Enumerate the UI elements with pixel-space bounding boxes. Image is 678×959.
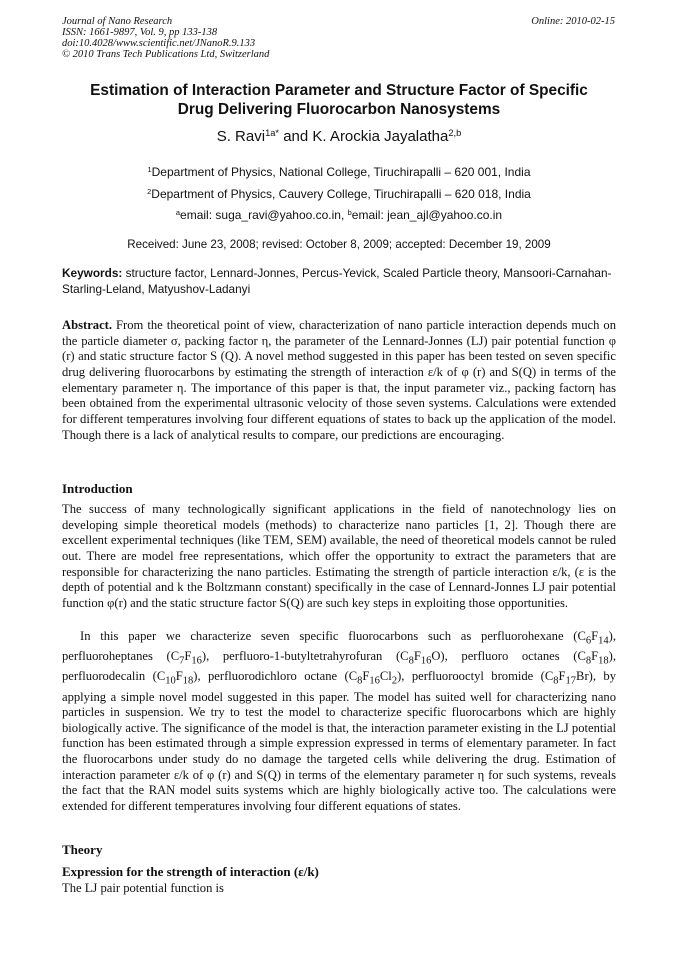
journal-doi: doi:10.4028/www.scientific.net/JNanoR.9.133 [62, 38, 256, 49]
title-line-1: Estimation of Interaction Parameter and Structure Factor of Specific [90, 82, 588, 99]
affiliation-2 [62, 187, 616, 202]
introduction-heading: Introduction [62, 481, 133, 496]
abstract-label: Abstract. [62, 318, 113, 332]
p2-text: ), perfluoroheptanes (C [62, 629, 616, 664]
subscript: 8 [585, 655, 592, 667]
p2-text: ), perfluoro-1-butyltetrahyrofuran (C [201, 649, 409, 664]
journal-issn: ISSN: 1661-9897, Vol. 9, pp 133-138 [62, 27, 218, 38]
journal-name: Journal of Nano Research [62, 16, 173, 27]
author-list [62, 127, 616, 147]
keywords-text: structure factor, Lennard-Jonnes, Percus-Yevick, Scaled Particle theory, Mansoori-Carnahan-Starling-Leland, Matyushov-Ladanyi [62, 266, 612, 296]
subscript: 8 [553, 675, 559, 687]
email-a: email: suga_ravi@yahoo.co.in, [180, 208, 348, 222]
subscript: 16 [420, 655, 432, 667]
theory-text: The LJ pair potential function is [62, 881, 224, 895]
subscript: 8 [408, 655, 414, 667]
subscript: 17 [565, 675, 577, 687]
journal-copyright: © 2010 Trans Tech Publications Ltd, Switzerland [62, 49, 270, 60]
p2-text: F [413, 649, 421, 664]
affiliation-1-text: Department of Physics, National College, Tiruchirapalli – 620 001, India [151, 165, 531, 179]
p2-text: Cl [379, 669, 392, 684]
online-date: Online: 2010-02-15 [531, 16, 615, 27]
abstract-text: From the theoretical point of view, characterization of nano particle interaction depends much on the particle diameter σ, packing factor η, the parameter of the Lennard-Jonnes (LJ) pair potential function φ (r) and static structure factor S (Q). A novel method suggested in this paper has been tested on seven specific drug delivering fluorocarbons by estimating the strength of interaction ε/k of φ (r) and S(Q) in terms of the elementary parameter η. The importance of this paper is that, the input parameter viz., packing factorη has been obtained from the experimental ultrasonic velocity of those seven systems. Calculations were extended for different temperatures involving four different equations of states to back up the application of the model. Though there is a lack of analytical results to compare, our predictions are encouraging. [62, 318, 616, 442]
author-2-sup: 2,b [448, 127, 462, 138]
p2-text: F [591, 629, 599, 643]
introduction-paragraph-2 [62, 629, 616, 815]
keywords [62, 266, 616, 297]
affiliation-1-sup: 1 [147, 164, 152, 174]
p2-text: F [175, 669, 183, 684]
affiliation-2-sup: 2 [147, 186, 152, 196]
p2-text: F [591, 649, 599, 664]
p2-text: ), perfluorooctyl bromide (C [397, 669, 554, 684]
subscript: 10 [165, 675, 176, 687]
p2-text: ), perfluorodichloro octane (C [193, 669, 358, 684]
author-2: K. Arockia Jayalatha [312, 128, 449, 145]
subscript: 18 [182, 675, 194, 687]
email-a-sup: a [175, 207, 181, 217]
author-1: S. Ravi [216, 128, 266, 145]
subscript: 16 [191, 655, 202, 667]
p2-text: Br), by applying a simple novel model suggested in this paper. The model has suited well for characterizing nano particles in suspension. We try to test the model to characterize specific fluorocarbons which are highly biologically active. The significance of the model is that, the interaction parameter existing in the LJ potential function has been estimated through a simple expression expressed in terms of elementary parameter. In fact the fluorocarbons under study do no damage the targeted cells while delivering the drug. Estimation of interaction parameter ε/k of φ (r) and S(Q) in terms of the elementary parameter η for such systems, reveals the fact that the RAN model suits systems which are highly biologically active too. The calculations were extended for different temperatures involving four different equations of states. [62, 669, 616, 814]
p2-text: F [558, 669, 566, 684]
email-b-sup: b [347, 207, 352, 217]
p2-text: In this paper we characterize seven specific fluorocarbons such as perfluorohexane (C [80, 629, 586, 643]
received-dates: Received: June 23, 2008; revised: October 8, 2009; accepted: December 19, 2009 [127, 238, 551, 251]
p2-text: O), perfluoro octanes (C [431, 649, 586, 664]
paper-title [62, 81, 616, 119]
author-conjunction: and [279, 128, 313, 145]
affiliation-2-text: Department of Physics, Cauvery College, Tiruchirapalli – 620 018, India [151, 187, 531, 201]
p2-text: F [184, 649, 192, 664]
journal-header [62, 16, 482, 60]
subscript: 14 [598, 635, 609, 647]
theory-heading: Theory [62, 842, 103, 857]
p2-text: ), perfluorodecalin (C [62, 649, 616, 684]
p2-text: F [362, 669, 370, 684]
subscript: 6 [585, 635, 592, 647]
keywords-label: Keywords: [62, 266, 123, 280]
affiliation-1 [62, 165, 616, 180]
author-1-sup: 1a* [265, 127, 280, 138]
theory-subheading: Expression for the strength of interaction (ε/k) [62, 864, 319, 879]
subscript: 18 [598, 655, 609, 667]
title-line-2: Drug Delivering Fluorocarbon Nanosystems [177, 101, 501, 118]
subscript: 7 [179, 655, 185, 667]
subscript: 8 [357, 675, 363, 687]
subscript: 16 [369, 675, 380, 687]
email-line [62, 208, 616, 223]
abstract [62, 318, 616, 443]
introduction-paragraph-1: The success of many technologically significant applications in the field of nanotechnology lies on developing simple theoretical models (methods) to characterize nano particles [1, 2]. Though there are excellent experimental techniques (like TEM, SEM) available, the need of theoretical models cannot be ruled out. There are model free representations, which offer the opportunity to extract the parameters that are responsible for characterizing the nano particles. Estimating the strength of particle interaction ε/k, (ε is the depth of potential and k the Boltzmann constant) specifically in the case of Lennard-Jonnes LJ pair potential function φ(r) and the static structure factor S(Q) are such key steps in exploiting those opportunities. [62, 502, 616, 610]
subscript: 2 [391, 675, 398, 687]
email-b: email: jean_ajl@yahoo.co.in [351, 208, 503, 222]
